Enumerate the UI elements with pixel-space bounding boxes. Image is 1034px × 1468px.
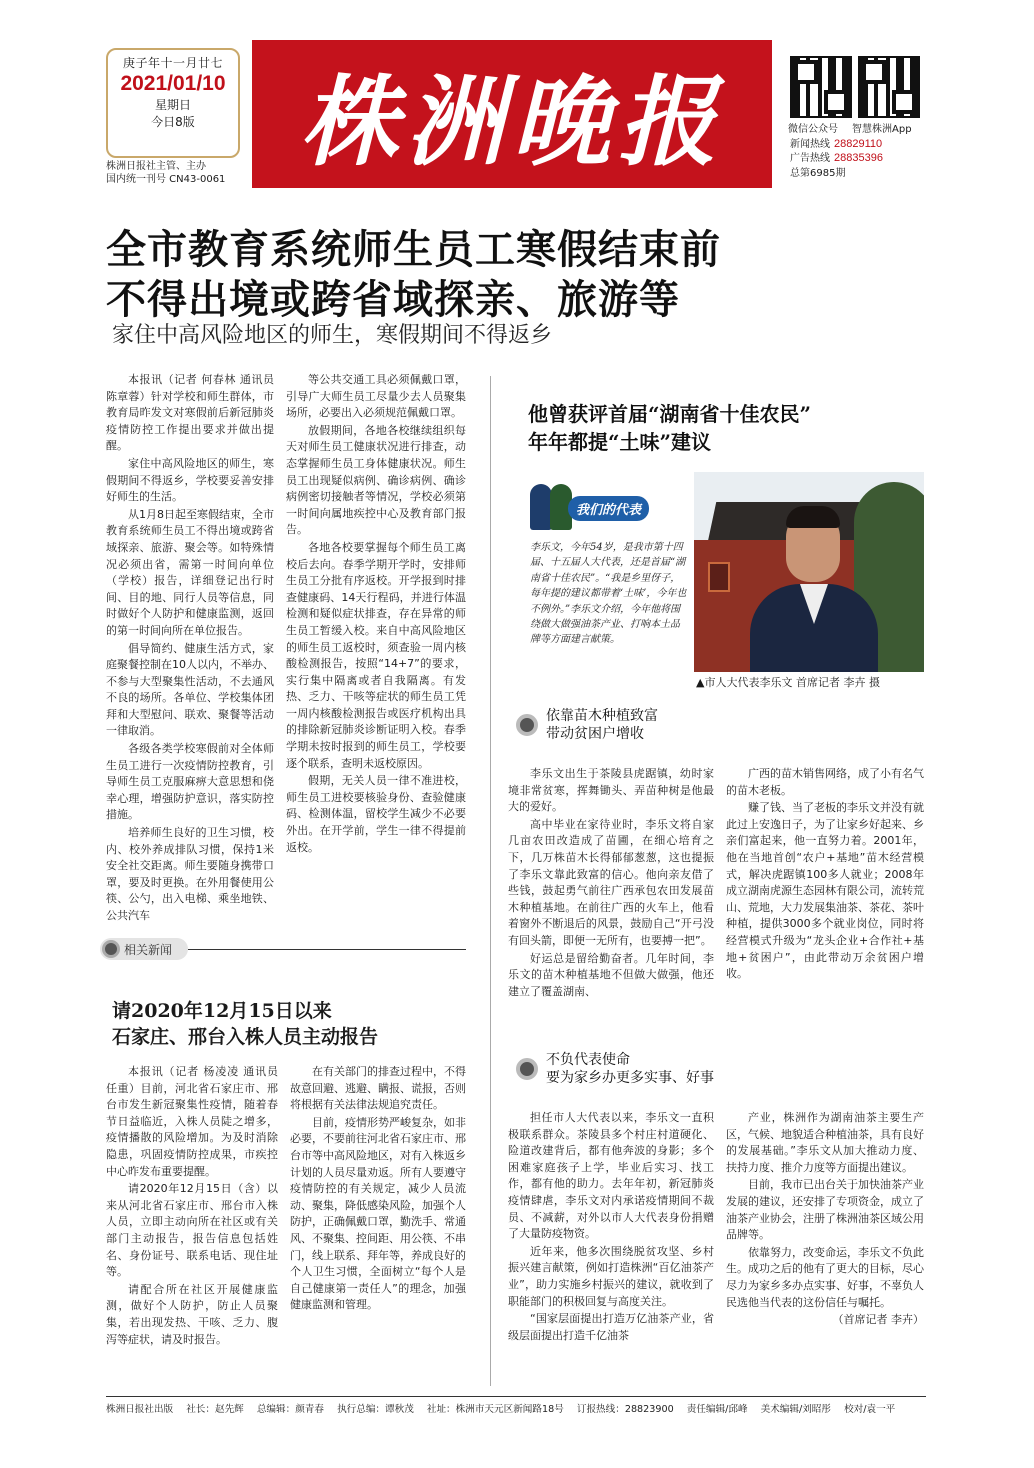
app-qr-label: 智慧株洲App xyxy=(852,124,912,135)
footer-subscription: 订报热线：28823900 xyxy=(576,1404,674,1415)
footer-duty-editor: 责任编辑/邱峰 xyxy=(686,1404,748,1415)
related-news-label: 相关新闻 xyxy=(124,943,173,957)
registration-number: 国内统一刊号 CN43-0061 xyxy=(106,174,226,185)
section2-title-line2: 要为家乡办更多实事、好事 xyxy=(546,1070,714,1086)
feature-section1-column-2: 广西的苗木销售网络，成了小有名气的苗木老板。 赚了钱、当了老板的李乐文并没有就此过上安逸日子，为了让家乡好起来、乡亲们富起来，他一直努力着。2001年，他在当地首创“农户+基地”苗木经营模式，解决虎踞镇100多人就业；2008年成立湖南虎源生态园林有限公司，流转荒山、荒地，大力发展集油茶、茶花、茶叶种植，提供3000多个就业岗位，同时将经营模式升级为“龙头企业+合作社+基地+贫困户”，由此带动万余贫困户增收。 xyxy=(726,767,924,981)
app-qr-icon[interactable] xyxy=(858,56,920,118)
footer-publisher: 株洲日报社出版 xyxy=(106,1404,174,1415)
weekday: 星期日 xyxy=(154,98,191,112)
section-bullet-icon xyxy=(516,1058,538,1080)
our-representative-badge xyxy=(528,482,668,534)
footer-address: 社址：株洲市天元区新闻路18号 xyxy=(426,1404,564,1415)
lead-column-1: 本报讯（记者 何春林 通讯员 陈章蓉）针对学校和师生群体，市教育局昨发文对寒假前后新冠肺炎疫情防控工作提出要求并做出提醒。 家住中高风险地区的师生，寒假期间不得返乡，学校要妥善安排好师生的生活。 从1月8日起至寒假结束，全市教育系统师生员工不得出境或跨省域探亲、旅游、聚会等。如特殊情况必须出省，需第一时间向单位（学校）报告，详细登记出行时间、目的地、同行人员等信息，同时做好个人防护和健康监测，返回的第一时间向所在单位报告。 倡导简约、健康生活方式，家庭聚餐控制在10人以内，不举办、不参与大型聚集性活动，不去通风不良的场所。各单位、学校集体团拜和大型慰问、联欢、聚餐等活动一律取消。 各级各类学校寒假前对全体师生员工进行一次疫情防控教育，引导师生员工克服麻痹大意思想和侥幸心理，增强防护意识，落实防控措施。 培养师生良好的卫生习惯，校内、校外养成排队习惯，保持1米安全社交距离。师生要随身携带口罩，要及时更换。在外用餐使用公筷、公勺，出入电梯、乘坐地铁、公共汽车 xyxy=(106,373,274,922)
photo-caption: ▲市人大代表李乐文 首席记者 李卉 摄 xyxy=(696,676,880,689)
related-news-bullet-icon xyxy=(102,940,120,958)
section1-title-line2: 带动贫困户增收 xyxy=(546,726,644,742)
lead-headline-line1: 全市教育系统师生员工寒假结束前 xyxy=(106,227,721,273)
footer-art-editor: 美术编辑/刘昭彤 xyxy=(760,1404,831,1415)
newspaper-title: 株洲晚报 xyxy=(299,64,724,180)
related-column-1: 本报讯（记者 杨凌凌 通讯员 任重）目前，河北省石家庄市、邢台市发生新冠聚集性疫情，随着春节日益临近，入株人员陡之增多，疫情播散的风险增加。为及时消除隐患，巩固疫情防控成果，市疾控中心昨发布重要提醒。 请2020年12月15日（含）以来从河北省石家庄市、邢台市入株人员，立即主动向所在社区或有关部门主动报告，报告信息包括姓名、身份证号、联系电话、现住址等。 请配合所在社区开展健康监测，做好个人防护，防止人员聚集，若出现发热、干咳、乏力、腹泻等症状，请及时报告。 xyxy=(106,1065,278,1346)
feature-headline-line2: 年年都提“土味”建议 xyxy=(528,430,712,454)
feature-section2-column-1: 担任市人大代表以来，李乐文一直积极联系群众。茶陵县多个村庄村道硬化、险道改建背后，都有他奔波的身影；多个困难家庭孩子上学，毕业后实习、找工作，都有他的助力。去年年初，新冠肺炎疫情肆虐，李乐文对内承诺疫情期间不裁员、不减薪，对外以市人大代表身份捐赠了大量防疫物资。 近年来，他多次围绕脱贫攻坚、乡村振兴建言献策，例如打造株洲“百亿油茶产业”，助力实施乡村振兴的建议，就收到了职能部门的积极回复与高度关注。 “国家层面提出打造万亿油茶产业，省级层面提出打造千亿油茶 xyxy=(508,1111,714,1342)
feature-section1-column-1: 李乐文出生于茶陵县虎踞镇，幼时家境非常贫寒，挥舞锄头、弄苗种树是他最大的爱好。 高中毕业在家待业时，李乐文将自家几亩农田改造成了苗圃，在细心培育之下，几万株苗木长得郁郁葱葱，这也提振了李乐文靠此致富的信心。他向亲友借了些钱，鼓起勇气前往广西承包农田发展苗木种植基地。在前往广西的火车上，他看着窗外不断退后的风景，鼓励自己“开弓没有回头箭，即便一无所有，也要搏一把”。 好运总是留给勤奋者。几年时间，李乐文的苗木种植基地不但做大做强，他还建立了覆盖湖南、 xyxy=(508,767,714,998)
footer-chief-editor: 总编辑：颜青春 xyxy=(256,1404,324,1415)
section1-title-line1: 依靠苗木种植致富 xyxy=(546,708,658,724)
related-divider xyxy=(188,949,466,950)
feature-intro-quote: 李乐文，今年54岁，是我市第十四届、十五届人大代表，还是首届“湖南省十佳农民”。“我是乡里伢子，每年提的建议都带着‘土味’，今年也不例外。”李乐文介绍，今年他将围绕做大做强油茶产业、打响本土品牌等方面建言献策。 xyxy=(530,542,687,646)
lunar-date: 庚子年十一月廿七 xyxy=(122,56,223,70)
publisher-line: 株洲日报社主管、主办 xyxy=(106,161,206,172)
publisher-info xyxy=(106,160,225,186)
issue-number: 总第6985期 xyxy=(790,168,846,179)
footer-credits xyxy=(106,1401,926,1415)
section-bullet-icon xyxy=(516,714,538,736)
related-headline-line1: 请2020年12月15日以来 xyxy=(112,1000,332,1022)
date-box xyxy=(106,48,240,158)
wechat-qr-icon[interactable] xyxy=(790,56,852,118)
portrait-photo xyxy=(694,472,924,672)
issue-date: 2021/01/10 xyxy=(120,72,226,95)
footer-proofreader: 校对/袁一平 xyxy=(844,1404,896,1415)
related-headline-line2: 石家庄、邢台入株人员主动报告 xyxy=(112,1026,379,1048)
section2-title-line1: 不负代表使命 xyxy=(546,1052,630,1068)
badge-label: 我们的代表 xyxy=(568,496,649,521)
related-news-tag xyxy=(100,938,188,960)
footer-exec-editor: 执行总编：谭秋茂 xyxy=(337,1404,414,1415)
column-divider xyxy=(490,376,491,1386)
lead-headline-line2: 不得出境或跨省域探亲、旅游等 xyxy=(106,277,680,323)
news-hotline: 新闻热线 28829110 xyxy=(790,138,883,150)
ad-hotline: 广告热线 28835396 xyxy=(790,152,883,164)
footer-president: 社长：赵先辉 xyxy=(186,1404,244,1415)
newspaper-logo xyxy=(252,40,772,188)
page-count: 今日8版 xyxy=(151,115,195,129)
figure-icon xyxy=(530,484,552,530)
footer-rule xyxy=(106,1396,926,1397)
lead-column-2: 等公共交通工具必须佩戴口罩，引导广大师生员工尽量少去人员聚集场所，必要出入必须规范佩戴口罩。 放假期间，各地各校继续组织每天对师生员工健康状况进行排查，动态掌握师生员工身体健康状况。师生员工出现疑似病例、确诊病例、确诊病例密切接触者等情况，学校必须第一时间向属地疾控中心及教育部门报告。 各地各校要掌握每个师生员工离校后去向。春季学期开学时，安排师生员工分批有序返校。开学报到时排查健康码、14天行程码，并进行体温检测和疑似症状排查，存在异常的师生员工暂缓入校。来自中高风险地区的师生员工返校时，须查验一周内核酸检测报告，按照“14+7”的要求，实行集中隔离或者自我隔离。有发热、乏力、干咳等症状的师生员工凭一周内核酸检测报告或医疗机构出具的排除新冠肺炎诊断证明入校。春季学期未按时报到的师生员工，学校要逐个联系，查明未返校原因。 假期，无关人员一律不准进校，师生员工进校要核验身份、查验健康码、检测体温，留校学生减少不必要外出。在开学前，学生一律不得提前返校。 xyxy=(286,373,466,854)
lead-subhead: 家住中高风险地区的师生，寒假期间不得返乡 xyxy=(112,323,553,348)
feature-section2-column-2: 产业，株洲作为湖南油茶主要生产区，气候、地貌适合种植油茶，具有良好的发展基础。”李乐文从加大推动力度、扶持力度、推介力度等方面提出建议。 目前，我市已出台关于加快油茶产业发展的建议，还安排了专项资金，成立了油茶产业协会，注册了株洲油茶区域公用品牌等。 依靠努力，改变命运，李乐文不负此生。成功之后的他有了更大的目标，尽心尽力为家乡多办点实事、好事，不辜负人民选他当代表的这份信任与嘱托。 （首席记者 李卉） xyxy=(726,1111,924,1327)
wechat-qr-label: 微信公众号 xyxy=(788,124,838,135)
related-column-2: 在有关部门的排查过程中，不得故意回避、逃避、瞒报、谎报，否则将根据有关法律法规追究责任。 目前，疫情形势严峻复杂，如非必要，不要前往河北省石家庄市、邢台市等中高风险地区，对有入株返乡计划的人员尽量劝返。所有人要遵守疫情防控的有关规定，减少人员流动、聚集，降低感染风险，加强个人防护，正确佩戴口罩，勤洗手、常通风、不聚集、控间距、用公筷、不串门，线上联系、拜年等，养成良好的个人卫生习惯，全面树立“每个人是自己健康第一责任人”的理念，加强健康监测和管理。 xyxy=(290,1065,466,1312)
feature-headline-line1: 他曾获评首届“湖南省十佳农民” xyxy=(528,402,812,426)
